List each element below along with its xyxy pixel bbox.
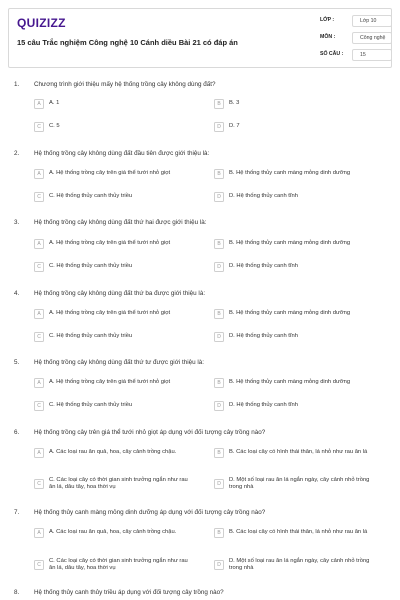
option-text: B. Hệ thống thủy canh màng mỏng dinh dưỡng xyxy=(229,240,351,247)
q2-option-d[interactable] xyxy=(214,192,384,202)
option-text: A. Các loại rau ăn quả, hoa, cây cảnh trồng chậu. xyxy=(49,449,177,456)
option-text: B. Hệ thống thủy canh màng mỏng dinh dưỡng xyxy=(229,310,351,317)
meta-count-value: 15 xyxy=(352,49,392,61)
option-text: C. Hệ thống thủy canh thủy triều xyxy=(49,193,133,200)
option-text: B. Hệ thống thủy canh màng mỏng dinh dưỡng xyxy=(229,379,351,386)
option-text: D. Hệ thống thủy canh tĩnh xyxy=(229,263,298,270)
meta-count xyxy=(320,49,392,61)
option-letter-box: C xyxy=(34,192,44,202)
option-text: C. Hệ thống thủy canh thủy triều xyxy=(49,263,133,270)
option-letter-box: D xyxy=(214,479,224,489)
option-text: A. Hệ thống trồng cây trên giá thể tưới nhỏ giọt xyxy=(49,310,171,317)
option-text: A. Hệ thống trồng cây trên giá thể tưới nhỏ giọt xyxy=(49,379,171,386)
option-text: A. Hệ thống trồng cây trên giá thể tưới nhỏ giọt xyxy=(49,170,171,177)
meta-grade-label: LỚP : xyxy=(320,17,335,23)
option-letter-box: D xyxy=(214,332,224,342)
question-number: 7. xyxy=(14,509,20,516)
meta-count-label: SỐ CÂU : xyxy=(320,51,344,57)
q4-option-d[interactable] xyxy=(214,332,384,342)
question-number: 2. xyxy=(14,150,20,157)
question-text: Hệ thống trồng cây không dùng đất thứ ba được giới thiệu là: xyxy=(34,290,206,297)
option-letter-box: D xyxy=(214,262,224,272)
option-text: D. Hệ thống thủy canh tĩnh xyxy=(229,402,298,409)
question-text: Hệ thống trồng cây trên giá thể tưới nhỏ giọt áp dụng với đối tượng cây trồng nào? xyxy=(34,429,266,436)
option-letter-box: A xyxy=(34,448,44,458)
q2-option-a[interactable] xyxy=(34,169,194,179)
option-letter-box: A xyxy=(34,239,44,249)
question-text: Hệ thống trồng cây không dùng đất đầu tiên được giới thiệu là: xyxy=(34,150,210,157)
option-letter-box: A xyxy=(34,378,44,388)
option-text: C. Các loại cây có thời gian sinh trưởng ngắn như rau ăn lá, dâu tây, hoa thời vụ xyxy=(49,558,188,572)
option-letter-box: C xyxy=(34,332,44,342)
q5-option-c[interactable] xyxy=(34,401,194,411)
q1-option-c[interactable] xyxy=(34,122,194,132)
option-letter-box: A xyxy=(34,309,44,319)
question-text: Hệ thống trồng cây không dùng đất thứ hai được giới thiệu là: xyxy=(34,219,207,226)
quizizz-logo: QUIZIZZ xyxy=(17,16,66,30)
q2-option-b[interactable] xyxy=(214,169,384,179)
option-text: B. Hệ thống thủy canh màng mỏng dinh dưỡng xyxy=(229,170,351,177)
q6-option-b[interactable] xyxy=(214,448,384,458)
option-letter-box: C xyxy=(34,122,44,132)
option-letter-box: B xyxy=(214,99,224,109)
q1-option-b[interactable] xyxy=(214,99,384,109)
q5-option-a[interactable] xyxy=(34,378,194,388)
q4-option-b[interactable] xyxy=(214,309,384,319)
q5-option-b[interactable] xyxy=(214,378,384,388)
option-letter-box: B xyxy=(214,378,224,388)
q7-option-b[interactable] xyxy=(214,528,384,538)
question-text: Hệ thống thủy canh màng mỏng dinh dưỡng áp dụng với đối tượng cây trồng nào? xyxy=(34,509,266,516)
option-letter-box: B xyxy=(214,169,224,179)
option-letter-box: B xyxy=(214,309,224,319)
q6-option-d[interactable] xyxy=(214,477,384,492)
q3-option-d[interactable] xyxy=(214,262,384,272)
meta-subject-label: MÔN : xyxy=(320,34,336,40)
option-text: D. Một số loại rau ăn lá ngắn ngày, cây cảnh nhỏ trồng trong nhà xyxy=(229,558,370,572)
option-letter-box: B xyxy=(214,448,224,458)
option-letter-box: A xyxy=(34,528,44,538)
worksheet-header xyxy=(8,8,392,68)
question-text: Hệ thống thủy canh thủy triều áp dụng với đối tượng cây trồng nào? xyxy=(34,589,224,596)
question-text: Hệ thống trồng cây không dùng đất thứ tư được giới thiệu là: xyxy=(34,359,205,366)
question-number: 1. xyxy=(14,81,20,88)
option-letter-box: D xyxy=(214,560,224,570)
q7-option-a[interactable] xyxy=(34,528,194,538)
question-number: 5. xyxy=(14,359,20,366)
option-letter-box: D xyxy=(214,122,224,132)
meta-grade-value: Lớp 10 xyxy=(352,15,392,27)
q4-option-c[interactable] xyxy=(34,332,194,342)
option-text: C. Các loại cây có thời gian sinh trưởng ngắn như rau ăn lá, dâu tây, hoa thời vụ xyxy=(49,477,188,491)
option-letter-box: C xyxy=(34,560,44,570)
q6-option-a[interactable] xyxy=(34,448,194,458)
option-text: A. 1 xyxy=(49,100,60,107)
option-letter-box: D xyxy=(214,192,224,202)
q2-option-c[interactable] xyxy=(34,192,194,202)
option-letter-box: D xyxy=(214,401,224,411)
option-text: D. Một số loại rau ăn lá ngắn ngày, cây cảnh nhỏ trồng trong nhà xyxy=(229,477,370,491)
option-letter-box: C xyxy=(34,262,44,272)
option-text: C. Hệ thống thủy canh thủy triều xyxy=(49,402,133,409)
option-text: D. Hệ thống thủy canh tĩnh xyxy=(229,193,298,200)
option-text: A. Các loại rau ăn quả, hoa, cây cảnh trồng chậu. xyxy=(49,529,177,536)
option-letter-box: B xyxy=(214,239,224,249)
worksheet-title: 15 câu Trắc nghiệm Công nghệ 10 Cánh diều Bài 21 có đáp án xyxy=(17,38,238,47)
q1-option-a[interactable] xyxy=(34,99,194,109)
question-number: 6. xyxy=(14,429,20,436)
option-text: C. 5 xyxy=(49,123,60,130)
question-number: 8. xyxy=(14,589,20,596)
meta-grade xyxy=(320,15,392,27)
meta-subject xyxy=(320,32,392,44)
option-text: C. Hệ thống thủy canh thủy triều xyxy=(49,333,133,340)
option-text: D. Hệ thống thủy canh tĩnh xyxy=(229,333,298,340)
q7-option-c[interactable] xyxy=(34,558,194,573)
option-letter-box: A xyxy=(34,99,44,109)
option-text: B. Các loại cây có hình thái thân, lá nhỏ như rau ăn lá xyxy=(229,449,368,456)
option-text: B. Các loại cây có hình thái thân, lá nhỏ như rau ăn lá xyxy=(229,529,368,536)
option-letter-box: C xyxy=(34,401,44,411)
q4-option-a[interactable] xyxy=(34,309,194,319)
option-text: D. 7 xyxy=(229,123,240,130)
question-number: 4. xyxy=(14,290,20,297)
option-text: B. 3 xyxy=(229,100,240,107)
q3-option-c[interactable] xyxy=(34,262,194,272)
option-letter-box: C xyxy=(34,479,44,489)
q7-option-d[interactable] xyxy=(214,558,384,573)
meta-subject-value: Công nghệ xyxy=(352,32,392,44)
q6-option-c[interactable] xyxy=(34,477,194,492)
option-text: A. Hệ thống trồng cây trên giá thể tưới nhỏ giọt xyxy=(49,240,171,247)
q3-option-a[interactable] xyxy=(34,239,194,249)
option-letter-box: B xyxy=(214,528,224,538)
option-letter-box: A xyxy=(34,169,44,179)
question-text: Chương trình giới thiệu mấy hệ thống trồng cây không dùng đất? xyxy=(34,81,216,88)
q1-option-d[interactable] xyxy=(214,122,384,132)
question-number: 3. xyxy=(14,219,20,226)
q3-option-b[interactable] xyxy=(214,239,384,249)
q5-option-d[interactable] xyxy=(214,401,384,411)
